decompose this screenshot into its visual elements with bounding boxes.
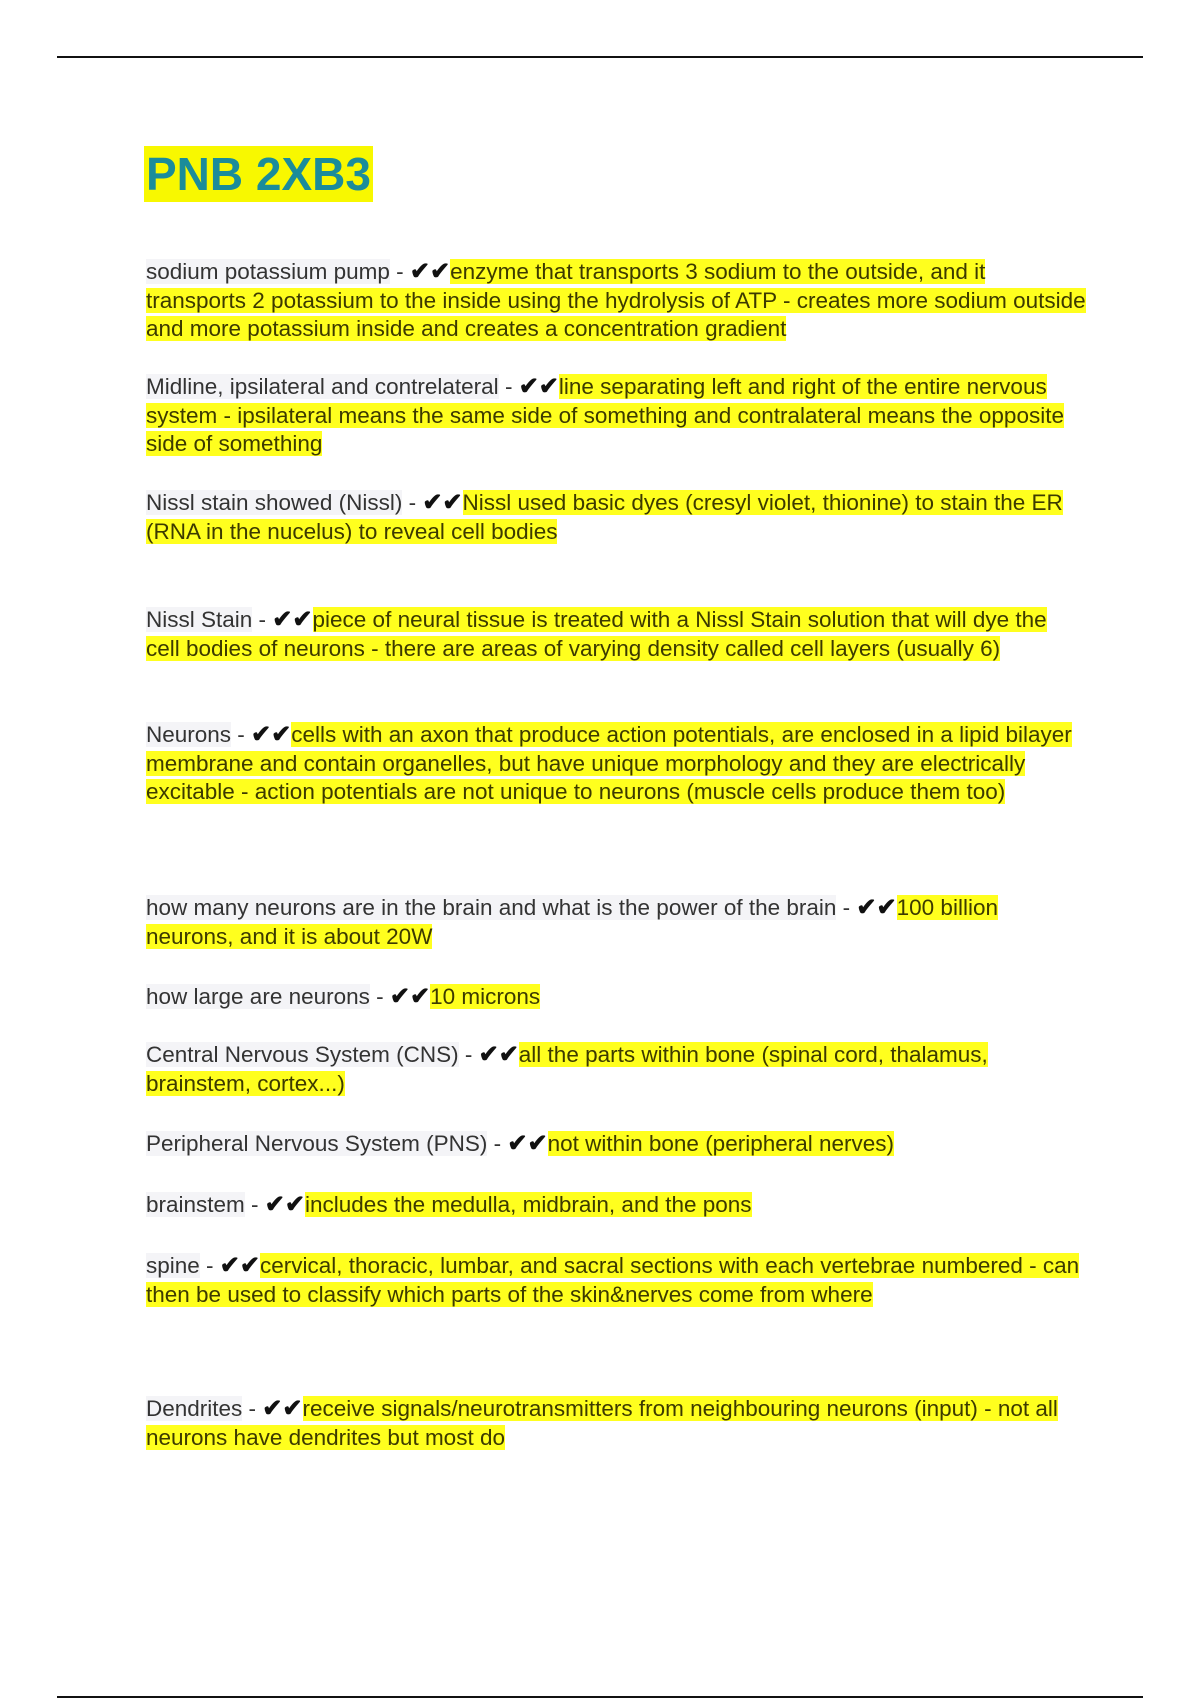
double-check-icon: ✔✔ xyxy=(219,1252,261,1279)
top-rule xyxy=(57,56,1143,58)
double-check-icon: ✔✔ xyxy=(251,721,292,748)
entry-separator: - xyxy=(231,722,252,747)
entry-definition: includes the medulla, midbrain, and the pons xyxy=(305,1192,752,1217)
entry-separator: - xyxy=(458,1042,479,1067)
entry-definition: cervical, thoracic, lumbar, and sacral sections with each vertebrae numbered - can then be used to classify which parts of the skin&nerves come from where xyxy=(146,1253,1080,1307)
flashcard-entry xyxy=(146,894,1086,951)
entry-separator: - xyxy=(487,1131,508,1156)
double-check-icon: ✔✔ xyxy=(478,1041,519,1068)
entry-term: Nissl Stain xyxy=(146,607,253,632)
flashcard-entry xyxy=(146,721,1086,807)
entry-term: Midline, ipsilateral and contrelateral xyxy=(146,374,499,399)
entry-definition: 100 billion neurons, and it is about 20W xyxy=(146,895,998,949)
entry-separator: - xyxy=(252,607,273,632)
double-check-icon: ✔✔ xyxy=(856,894,897,921)
entry-separator: - xyxy=(199,1253,220,1278)
entry-definition: 10 microns xyxy=(430,984,541,1009)
entry-definition: enzyme that transports 3 sodium to the outside, and it transports 2 potassium to the inside using the hydrolysis of ATP - creates more sodium outside and more potassium inside and creates a concentration gradient xyxy=(146,259,1086,341)
flashcard-entry xyxy=(146,1130,1086,1159)
entry-definition: Nissl used basic dyes (cresyl violet, thionine) to stain the ER (RNA in the nucelus) to reveal cell bodies xyxy=(146,490,1063,544)
entry-separator: - xyxy=(836,895,857,920)
double-check-icon: ✔✔ xyxy=(507,1130,548,1157)
entry-separator: - xyxy=(498,374,519,399)
entry-separator: - xyxy=(402,490,423,515)
entry-definition: not within bone (peripheral nerves) xyxy=(547,1131,895,1156)
page-title: PNB 2XB3 xyxy=(146,148,371,200)
entry-term: sodium potassium pump xyxy=(146,259,390,284)
entry-definition: all the parts within bone (spinal cord, thalamus, brainstem, cortex...) xyxy=(146,1042,988,1096)
flashcard-entry xyxy=(146,983,1086,1012)
flashcard-entry xyxy=(146,606,1086,663)
entry-definition: piece of neural tissue is treated with a Nissl Stain solution that will dye the cell bodies of neurons - there are areas of varying density called cell layers (usually 6) xyxy=(146,607,1047,661)
entry-separator: - xyxy=(244,1192,265,1217)
double-check-icon: ✔✔ xyxy=(262,1395,303,1422)
flashcard-entry xyxy=(146,1041,1086,1098)
entry-separator: - xyxy=(369,984,390,1009)
double-check-icon: ✔✔ xyxy=(389,983,431,1010)
double-check-icon: ✔✔ xyxy=(409,258,451,285)
entry-definition: line separating left and right of the entire nervous system - ipsilateral means the same side of something and contralateral means the opposite side of something xyxy=(146,374,1064,456)
entry-definition: cells with an axon that produce action potentials, are enclosed in a lipid bilayer membrane and contain organelles, but have unique morphology and they are electrically excitable - action potentials are not unique to neurons (muscle cells produce them too) xyxy=(146,722,1072,804)
double-check-icon: ✔✔ xyxy=(264,1191,306,1218)
double-check-icon: ✔✔ xyxy=(422,489,463,516)
double-check-icon: ✔✔ xyxy=(518,373,559,400)
entry-term: Central Nervous System (CNS) xyxy=(146,1042,459,1067)
flashcard-entry xyxy=(146,373,1086,459)
flashcard-entry xyxy=(146,1191,1086,1220)
flashcard-entry xyxy=(146,1395,1086,1452)
entry-term: Dendrites xyxy=(146,1396,243,1421)
entry-term: spine xyxy=(146,1253,200,1278)
entry-separator: - xyxy=(389,259,410,284)
flashcard-entry xyxy=(146,1252,1086,1309)
entry-term: Nissl stain showed (Nissl) xyxy=(146,490,403,515)
flashcard-entry xyxy=(146,489,1086,546)
entry-definition: receive signals/neurotransmitters from neighbouring neurons (input) - not all neurons have dendrites but most do xyxy=(146,1396,1058,1450)
entry-term: Peripheral Nervous System (PNS) xyxy=(146,1131,488,1156)
bottom-rule xyxy=(57,1696,1143,1698)
flashcard-entry xyxy=(146,258,1086,344)
double-check-icon: ✔✔ xyxy=(272,606,313,633)
entry-separator: - xyxy=(242,1396,263,1421)
entry-term: how large are neurons xyxy=(146,984,370,1009)
entry-term: how many neurons are in the brain and what is the power of the brain xyxy=(146,895,837,920)
entry-term: Neurons xyxy=(146,722,232,747)
entry-term: brainstem xyxy=(146,1192,245,1217)
